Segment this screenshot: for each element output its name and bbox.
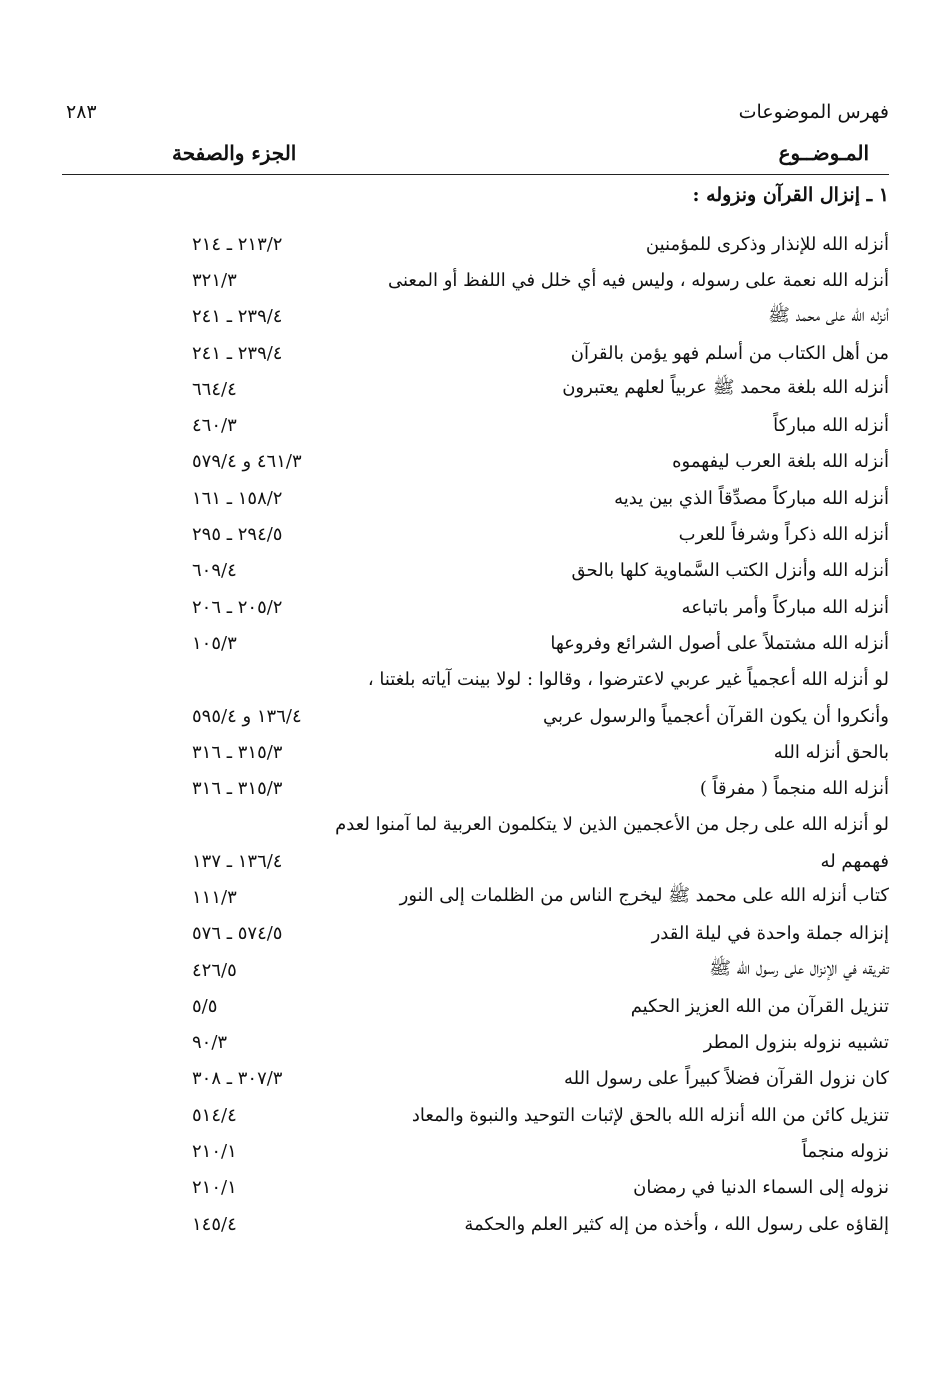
entry-topic: أنزله الله مشتملاً على أصول الشرائع وفروعها	[550, 632, 889, 654]
entry-reference-text: ٥/٥	[192, 995, 218, 1017]
entry-reference	[62, 633, 302, 654]
entry-topic: تنزيل كائن من الله أنزله الله بالحق لإثبات التوحيد والنبوة والمعاد	[411, 1104, 889, 1126]
entry-reference-text: ٣٠٧/٣ ـ ٣٠٨	[192, 1068, 283, 1090]
index-entry	[62, 916, 889, 952]
entry-reference-text: ٦٦٤/٤	[192, 378, 237, 400]
entry-topic: أنزله الله نعمة على رسوله ، وليس فيه أي خلل في اللفظ أو المعنى	[387, 269, 889, 291]
index-entry	[62, 879, 889, 915]
entry-topic: نزوله إلى السماء الدنيا في رمضان	[633, 1177, 889, 1199]
index-entry	[62, 952, 889, 988]
entry-topic: أنزله الله بلغة محمد ﷺ عربياً لعلهم يعتبرون	[562, 377, 889, 399]
entry-reference-text: ٥٧٤/٥ ـ ٥٧٦	[192, 923, 283, 945]
entry-topic: وأنكروا أن يكون القرآن أعجمياً والرسول عربي	[543, 705, 889, 727]
entry-reference-text: ١٣٦/٤ و ٥٩٥/٤	[192, 705, 302, 727]
entry-reference-text: ١٣٦/٤ ـ ١٣٧	[192, 850, 283, 872]
entry-reference-text: ١٥٨/٢ ـ ١٦١	[192, 487, 283, 509]
entry-reference-text: ٢١٠/١	[192, 1141, 237, 1163]
index-entry	[62, 1170, 889, 1206]
index-entry	[62, 407, 889, 443]
index-entry	[62, 843, 889, 879]
column-headers	[62, 136, 889, 175]
entry-reference-text: ٣٢١/٣	[192, 269, 237, 291]
index-entry	[62, 444, 889, 480]
entry-reference	[62, 851, 302, 872]
entry-reference-text: ٢٣٩/٤ ـ ٢٤١	[192, 342, 283, 364]
index-entry	[62, 1206, 889, 1242]
entry-topic: أنزله الله ذكراً وشرفاً للعرب	[678, 524, 889, 546]
index-entry	[62, 480, 889, 516]
entry-topic: تنزيل القرآن من الله العزيز الحكيم	[630, 995, 889, 1017]
entry-topic: أنزله الله مباركاً وأمر باتباعه	[681, 596, 889, 618]
entry-reference-text: ٩٠/٣	[192, 1032, 228, 1054]
entry-reference-text: ١١١/٣	[192, 886, 237, 908]
index-entry	[62, 262, 889, 298]
index-entry	[62, 770, 889, 806]
entry-topic: أنزله الله بلغة العرب ليفهموه	[672, 451, 889, 473]
entry-reference	[62, 1068, 302, 1089]
entry-reference	[62, 1105, 302, 1126]
index-entry	[62, 335, 889, 371]
entry-reference	[62, 923, 302, 944]
index-entry	[62, 734, 889, 770]
entry-reference	[62, 1177, 302, 1198]
entry-topic: لو أنزله الله أعجمياً غير عربي لاعترضوا ، وقالوا : لولا بينت آياته بلغتنا ،	[367, 669, 889, 691]
running-head	[66, 96, 889, 128]
entry-topic: أنزله الله وأنزل الكتب السَّماوية كلها بالحق	[571, 560, 889, 582]
entry-reference	[62, 669, 302, 690]
entry-reference-text: ٤٦١/٣ و ٥٧٩/٤	[192, 451, 302, 473]
entry-reference	[62, 234, 302, 255]
index-entry	[62, 625, 889, 661]
entry-reference	[62, 415, 302, 436]
entry-topic: أنزله الله مباركاً	[773, 415, 889, 437]
entry-reference	[62, 306, 302, 327]
entry-reference	[62, 270, 302, 291]
entry-topic: فهمهم له	[820, 850, 889, 872]
index-entry	[62, 662, 889, 698]
entry-reference-text: ٢١٠/١	[192, 1177, 237, 1199]
entry-reference-text: ٣١٥/٣ ـ ٣١٦	[192, 741, 283, 763]
entry-topic: كان نزول القرآن فضلاً كبيراً على رسول الله	[563, 1068, 889, 1090]
entry-reference	[62, 488, 302, 509]
entry-topic: إلقاؤه على رسول الله ، وأخذه من إله كثير العلم والحكمة	[464, 1213, 889, 1235]
section-heading: ١ ـ إنزال القرآن ونزوله :	[692, 184, 889, 206]
index-entry	[62, 1097, 889, 1133]
entry-reference	[62, 1214, 302, 1235]
entry-topic: كتاب أنزله الله على محمد ﷺ ليخرج الناس من الظلمات إلى النور	[399, 885, 889, 907]
entry-reference	[62, 887, 302, 908]
entry-reference-text: ٢١٣/٢ ـ ٢١٤	[192, 233, 283, 255]
entry-reference	[62, 560, 302, 581]
entry-topic: أنزله الله منجماً ( مفرقاً )	[699, 778, 889, 800]
entry-topic: أنزله الله على محمد ﷺ	[768, 304, 889, 326]
entry-topic: لو أنزله الله على رجل من الأعجمين الذين لا يتكلمون العربية لما آمنوا لعدم	[335, 814, 889, 836]
entry-reference	[62, 996, 302, 1017]
index-entry	[62, 1133, 889, 1169]
running-title: فهرس الموضوعات	[738, 101, 889, 123]
index-entry	[62, 1025, 889, 1061]
index-entry	[62, 589, 889, 625]
entry-reference-text: ٤٢٦/٥	[192, 959, 237, 981]
entry-reference	[62, 960, 302, 981]
entry-reference	[62, 1141, 302, 1162]
entry-reference-text: ٥١٤/٤	[192, 1104, 237, 1126]
entry-reference	[62, 597, 302, 618]
entry-reference	[62, 706, 302, 727]
index-entry	[62, 1061, 889, 1097]
entry-reference	[62, 1032, 302, 1053]
entry-topic: أنزله الله للإنذار وذكرى للمؤمنين	[645, 233, 889, 255]
entry-reference	[62, 742, 302, 763]
entry-topic: إنزاله جملة واحدة في ليلة القدر	[651, 923, 889, 945]
index-entry	[62, 988, 889, 1024]
entry-reference-text: ٣١٥/٣ ـ ٣١٦	[192, 778, 283, 800]
entry-topic: أنزله الله مباركاً مصدِّقاً الذي بين يديه	[614, 487, 889, 509]
entry-reference-text: ٦٠٩/٤	[192, 560, 237, 582]
index-entry	[62, 553, 889, 589]
index-entry	[62, 226, 889, 262]
volume-page-column-header: الجزء والصفحة	[172, 141, 297, 165]
index-entry	[62, 516, 889, 552]
index-entry	[62, 371, 889, 407]
entry-reference-text: ٤٦٠/٣	[192, 415, 237, 437]
entry-reference-text: ١٤٥/٤	[192, 1213, 237, 1235]
entry-reference-text: ٢٣٩/٤ ـ ٢٤١	[192, 306, 283, 328]
entry-reference	[62, 778, 302, 799]
index-entry	[62, 698, 889, 734]
entry-reference	[62, 379, 302, 400]
entries-list	[62, 226, 889, 1242]
entry-reference	[62, 343, 302, 364]
entry-reference-text: ٢٠٥/٢ ـ ٢٠٦	[192, 596, 283, 618]
entry-topic: بالحق أنزله الله	[773, 741, 889, 763]
entry-topic: من أهل الكتاب من أسلم فهو يؤمن بالقرآن	[570, 342, 889, 364]
entry-reference	[62, 524, 302, 545]
entry-reference-text: ٢٩٤/٥ ـ ٢٩٥	[192, 524, 283, 546]
entry-topic: نزوله منجماً	[801, 1141, 889, 1163]
entry-reference	[62, 451, 302, 472]
page-number: ٢٨٣	[66, 101, 97, 123]
index-entry	[62, 807, 889, 843]
entry-reference-text: ١٠٥/٣	[192, 632, 237, 654]
subject-column-header: المـوضــوع	[778, 141, 869, 165]
index-entry	[62, 299, 889, 335]
entry-reference	[62, 814, 302, 835]
entry-topic: تشبيه نزوله بنزول المطر	[703, 1032, 889, 1054]
entry-topic: تفريقه في الإنزال على رسول الله ﷺ	[709, 958, 889, 980]
